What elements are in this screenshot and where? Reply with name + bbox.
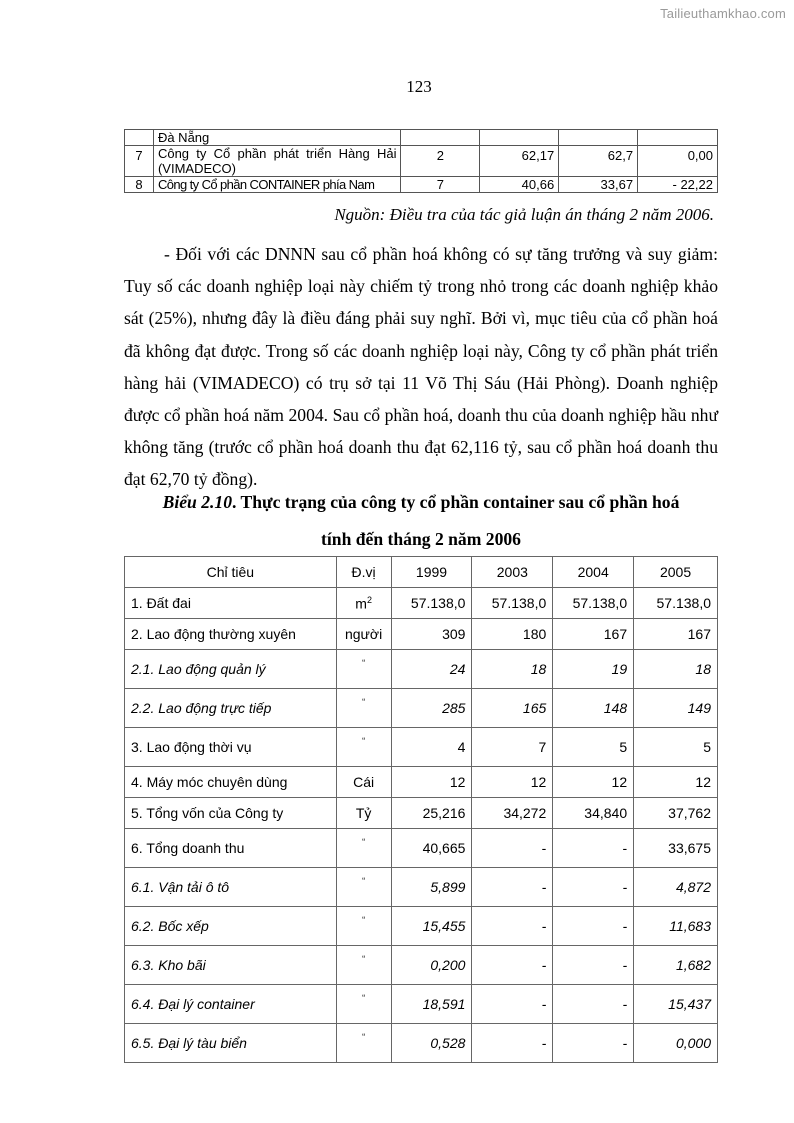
change-cell: 0,00 <box>638 146 718 177</box>
row-number: 8 <box>125 177 154 193</box>
before-cell: 62,17 <box>480 146 559 177</box>
unit-cell: “ <box>336 689 391 728</box>
company-name: Công ty Cổ phần CONTAINER phía Nam <box>153 177 401 193</box>
row-number: 7 <box>125 146 154 177</box>
value-2005: 167 <box>634 619 718 650</box>
value-1999: 12 <box>391 767 472 798</box>
after-cell: 62,7 <box>559 146 638 177</box>
value-1999: 18,591 <box>391 985 472 1024</box>
value-1999: 0,528 <box>391 1024 472 1063</box>
value-2004: 5 <box>553 728 634 767</box>
indicator-label: 6.3. Kho bãi <box>125 946 337 985</box>
value-1999: 40,665 <box>391 829 472 868</box>
value-1999: 57.138,0 <box>391 588 472 619</box>
unit-cell: “ <box>336 1024 391 1063</box>
value-2003: 57.138,0 <box>472 588 553 619</box>
unit-cell: “ <box>336 829 391 868</box>
table-row <box>125 728 718 767</box>
unit-cell: “ <box>336 907 391 946</box>
unit-cell: “ <box>336 650 391 689</box>
value-2004: 19 <box>553 650 634 689</box>
value-2004: - <box>553 868 634 907</box>
count-cell: 7 <box>401 177 480 193</box>
header-2005: 2005 <box>634 557 718 588</box>
unit-cell <box>336 588 391 619</box>
company-name: Đà Nẵng <box>153 130 401 146</box>
value-1999: 4 <box>391 728 472 767</box>
table-row <box>125 1024 718 1063</box>
table-row <box>125 798 718 829</box>
indicator-label: 5. Tổng vốn của Công ty <box>125 798 337 829</box>
table-row <box>125 868 718 907</box>
before-cell <box>480 130 559 146</box>
table-row <box>125 619 718 650</box>
indicator-label: 6.2. Bốc xếp <box>125 907 337 946</box>
table-row <box>125 767 718 798</box>
value-2005: 15,437 <box>634 985 718 1024</box>
paragraph-text: - Đối với các DNNN sau cổ phần hoá không có sự tăng trưởng và suy giảm: Tuy số các doanh nghiệp loại này chiếm tỷ trong nhỏ trong các doanh nghiệp khảo sát (25%), nhưng đây là điều đáng phải suy nghĩ. Bởi vì, mục tiêu của cổ phần hoá đã không đạt được. Trong số các doanh nghiệp loại này, Công ty cổ phần phát triển hàng hải (VIMADECO) có trụ sở tại 11 Võ Thị Sáu (Hải Phòng). Doanh nghiệp được cổ phần hoá năm 2004. Sau cổ phần hoá, doanh thu của doanh nghiệp hầu như không tăng (trước cổ phần hoá doanh thu đạt 62,116 tỷ, sau cổ phần hoá doanh thu đạt 62,70 tỷ đồng). <box>124 244 718 490</box>
row-number <box>125 130 154 146</box>
unit-cell: “ <box>336 868 391 907</box>
value-2005: 18 <box>634 650 718 689</box>
table-row <box>125 177 718 193</box>
indicator-label: 6.4. Đại lý container <box>125 985 337 1024</box>
value-2005: 4,872 <box>634 868 718 907</box>
value-2003: - <box>472 946 553 985</box>
value-2004: 148 <box>553 689 634 728</box>
value-1999: 285 <box>391 689 472 728</box>
table-row <box>125 588 718 619</box>
value-2005: 12 <box>634 767 718 798</box>
indicator-label: 2. Lao động thường xuyên <box>125 619 337 650</box>
body-paragraph <box>124 238 718 496</box>
header-2003: 2003 <box>472 557 553 588</box>
indicator-label: 1. Đất đai <box>125 588 337 619</box>
value-2004: - <box>553 946 634 985</box>
value-2005: 5 <box>634 728 718 767</box>
value-2003: 34,272 <box>472 798 553 829</box>
page-number: 123 <box>406 77 432 96</box>
value-2004: 12 <box>553 767 634 798</box>
unit-base: m <box>355 595 367 612</box>
unit-cell: “ <box>336 728 391 767</box>
value-2003: - <box>472 868 553 907</box>
indicator-label: 2.2. Lao động trực tiếp <box>125 689 337 728</box>
value-2003: 18 <box>472 650 553 689</box>
header-unit: Đ.vị <box>336 557 391 588</box>
value-2004: 57.138,0 <box>553 588 634 619</box>
value-2004: - <box>553 1024 634 1063</box>
value-2005: 0,000 <box>634 1024 718 1063</box>
caption-line-1: . Thực trạng của công ty cổ phần container sau cổ phần hoá <box>232 492 680 512</box>
table-header-row <box>125 557 718 588</box>
value-2003: - <box>472 985 553 1024</box>
after-cell: 33,67 <box>559 177 638 193</box>
count-cell: 2 <box>401 146 480 177</box>
indicator-label: 6.1. Vận tải ô tô <box>125 868 337 907</box>
caption-lead: Biểu 2.10 <box>162 492 233 512</box>
indicator-label: 4. Máy móc chuyên dùng <box>125 767 337 798</box>
indicator-label: 6.5. Đại lý tàu biển <box>125 1024 337 1063</box>
value-2003: 180 <box>472 619 553 650</box>
value-2005: 1,682 <box>634 946 718 985</box>
table-row <box>125 130 718 146</box>
table-caption-line-2: tính đến tháng 2 năm 2006 <box>321 529 521 549</box>
header-1999: 1999 <box>391 557 472 588</box>
company-name: Công ty Cổ phần phát triển Hàng Hải (VIMADECO) <box>153 146 401 177</box>
table-caption <box>110 484 732 520</box>
table-row <box>125 946 718 985</box>
value-2003: - <box>472 829 553 868</box>
indicator-label: 3. Lao động thời vụ <box>125 728 337 767</box>
value-2003: 7 <box>472 728 553 767</box>
change-cell <box>638 130 718 146</box>
unit-cell: người <box>336 619 391 650</box>
unit-exponent: 2 <box>366 594 372 605</box>
value-2005: 33,675 <box>634 829 718 868</box>
status-table-body <box>125 588 718 1063</box>
value-1999: 24 <box>391 650 472 689</box>
value-1999: 0,200 <box>391 946 472 985</box>
table-row <box>125 650 718 689</box>
value-2003: 12 <box>472 767 553 798</box>
table-row <box>125 146 718 177</box>
unit-cell: Tỷ <box>336 798 391 829</box>
value-2004: - <box>553 985 634 1024</box>
table-row <box>125 829 718 868</box>
value-2003: - <box>472 1024 553 1063</box>
after-cell <box>559 130 638 146</box>
value-2003: 165 <box>472 689 553 728</box>
before-cell: 40,66 <box>480 177 559 193</box>
indicator-label: 2.1. Lao động quản lý <box>125 650 337 689</box>
unit-cell: “ <box>336 946 391 985</box>
value-1999: 25,216 <box>391 798 472 829</box>
watermark: Tailieuthamkhao.com <box>660 6 786 21</box>
value-2005: 11,683 <box>634 907 718 946</box>
value-2003: - <box>472 907 553 946</box>
value-2005: 149 <box>634 689 718 728</box>
value-1999: 15,455 <box>391 907 472 946</box>
table-row <box>125 985 718 1024</box>
header-indicator: Chỉ tiêu <box>125 557 337 588</box>
value-2005: 57.138,0 <box>634 588 718 619</box>
indicator-label: 6. Tổng doanh thu <box>125 829 337 868</box>
source-note: Nguồn: Điều tra của tác giả luận án tháng 2 năm 2006. <box>334 205 714 224</box>
status-table <box>124 556 718 1063</box>
continuation-table <box>124 129 718 193</box>
value-1999: 309 <box>391 619 472 650</box>
value-1999: 5,899 <box>391 868 472 907</box>
value-2004: 34,840 <box>553 798 634 829</box>
table-row <box>125 689 718 728</box>
value-2004: 167 <box>553 619 634 650</box>
table-row <box>125 907 718 946</box>
unit-cell: Cái <box>336 767 391 798</box>
header-2004: 2004 <box>553 557 634 588</box>
value-2004: - <box>553 829 634 868</box>
change-cell: - 22,22 <box>638 177 718 193</box>
value-2004: - <box>553 907 634 946</box>
value-2005: 37,762 <box>634 798 718 829</box>
count-cell <box>401 130 480 146</box>
unit-cell: “ <box>336 985 391 1024</box>
